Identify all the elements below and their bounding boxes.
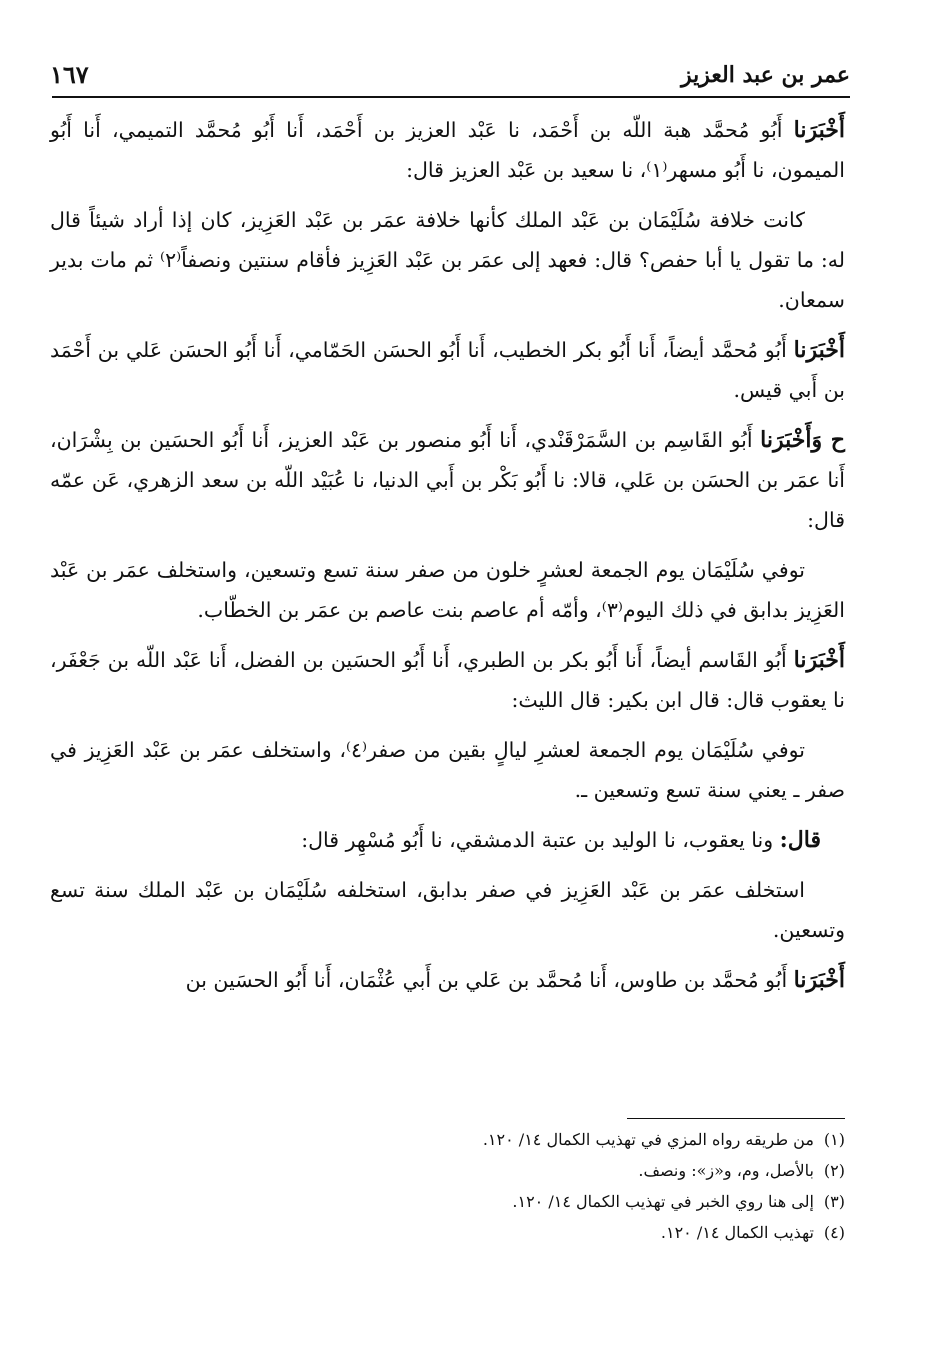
isnad-lead: قال:	[779, 827, 821, 853]
footnote-separator	[627, 1118, 845, 1119]
narration-paragraph	[50, 550, 845, 630]
narration-paragraph	[50, 870, 845, 950]
footnote-number: (٤)	[823, 1223, 845, 1242]
page-number: ١٦٧	[50, 60, 89, 89]
isnad-paragraph	[50, 640, 845, 720]
paragraph-text: أَبُو مُحمَّد هبة اللّه بن أَحْمَد، نا عَبْد العزيز بن أَحْمَد، أَنا أَبُو مُحمَّد التميمي، أَنا أَبُو الميمون، نا أَبُو مسهر⁽١⁾، نا سعيد بن عَبْد العزيز قال:	[50, 118, 845, 182]
paragraph-text: أَبُو مُحمَّد أيضاً، أَنا أَبُو بكر الخطيب، أَنا أَبُو الحسَن الحَمّامي، أَنا أَبُو الحسَن عَلي بن أَحْمَد بن أَبي قيس.	[50, 338, 845, 402]
isnad-lead: ح وَأَخْبَرَنا	[760, 427, 845, 453]
isnad-lead: أَخْبَرَنا	[793, 967, 845, 993]
paragraph-text: أَبُو القَاسِم بن السَّمَرْقَنْدي، أَنا أَبُو منصور بن عَبْد العزيز، أَنا أَبُو الحسَين بن بِشْرَان، أَنا عمَر بن الحسَن بن عَلي، قالا: نا أَبُو بَكْر بن أَبي الدنيا، نا عُبَيْد اللّه بن سعد الزهري، عَن عمّه قال:	[50, 428, 845, 532]
paragraph-text: استخلف عمَر بن عَبْد العَزِيز في صفر بدابق، استخلفه سُلَيْمَان بن عَبْد الملك سنة تسع وتسعين.	[50, 878, 845, 942]
paragraph-text: كانت خلافة سُلَيْمَان بن عَبْد الملك كأنها خلافة عمَر بن عَبْد العَزِيز، كان إذا أراد شيئاً قال له: ما تقول يا أبا حفص؟ قال: فعهد إلى عمَر بن عَبْد العَزِيز فأقام سنتين ونصفاً⁽٢⁾ ثم مات بدير سمعان.	[50, 208, 845, 312]
narration-paragraph	[50, 730, 845, 810]
footnote-item	[50, 1124, 845, 1155]
footnote-number: (١)	[823, 1130, 845, 1149]
paragraph-text: أَبُو مُحمَّد بن طاوس، أَنا مُحمَّد بن عَلي بن أَبي عُثْمَان، أَنا أَبُو الحسَين بن	[185, 968, 794, 992]
page-header	[50, 58, 850, 98]
footnotes	[50, 1124, 845, 1248]
header-rule	[52, 96, 850, 98]
isnad-lead: أَخْبَرَنا	[793, 337, 845, 363]
main-text	[50, 110, 845, 1010]
footnote-number: (٢)	[823, 1161, 845, 1180]
footnote-item	[50, 1155, 845, 1186]
footnote-item	[50, 1217, 845, 1248]
narration-paragraph	[50, 200, 845, 320]
footnote-number: (٣)	[823, 1192, 845, 1211]
isnad-paragraph	[50, 960, 845, 1000]
isnad-paragraph	[50, 330, 845, 410]
footnote-text: من طريقه رواه المزي في تهذيب الكمال ١٤/ ١٢٠.	[482, 1130, 814, 1149]
paragraph-text: توفي سُلَيْمَان يوم الجمعة لعشرٍ خلون من صفر سنة تسع وتسعين، واستخلف عمَر بن عَبْد العَزِيز بدابق في ذلك اليوم⁽٣⁾، وأمّه أم عاصم بنت عاصم بن عمَر بن الخطّاب.	[50, 558, 845, 622]
footnote-text: تهذيب الكمال ١٤/ ١٢٠.	[660, 1223, 814, 1242]
footnote-item	[50, 1186, 845, 1217]
isnad-lead: أَخْبَرَنا	[793, 647, 845, 673]
paragraph-text: أَبُو القَاسم أيضاً، أَنا أَبُو بكر بن الطبري، أَنا أَبُو الحسَين بن الفضل، أَنا عَبْد اللّه بن جَعْفَر، نا يعقوب قال: قال ابن بكير: قال الليث:	[50, 648, 845, 712]
isnad-paragraph	[50, 820, 845, 860]
paragraph-text: ونا يعقوب، نا الوليد بن عتبة الدمشقي، نا أَبُو مُسْهِر قال:	[301, 828, 780, 852]
isnad-lead: أَخْبَرَنا	[793, 117, 845, 143]
paragraph-text: توفي سُلَيْمَان يوم الجمعة لعشرِ ليالٍ بقين من صفر⁽٤⁾، واستخلف عمَر بن عَبْد العَزِيز في صفر ـ يعني سنة تسع وتسعين ـ.	[50, 738, 845, 802]
footnote-text: إلى هنا روي الخبر في تهذيب الكمال ١٤/ ١٢٠.	[512, 1192, 814, 1211]
footnote-text: بالأصل، وم، و«ز»: ونصف.	[638, 1161, 814, 1180]
running-title: عمر بن عبد العزيز	[681, 62, 850, 88]
isnad-paragraph	[50, 420, 845, 540]
isnad-paragraph	[50, 110, 845, 190]
